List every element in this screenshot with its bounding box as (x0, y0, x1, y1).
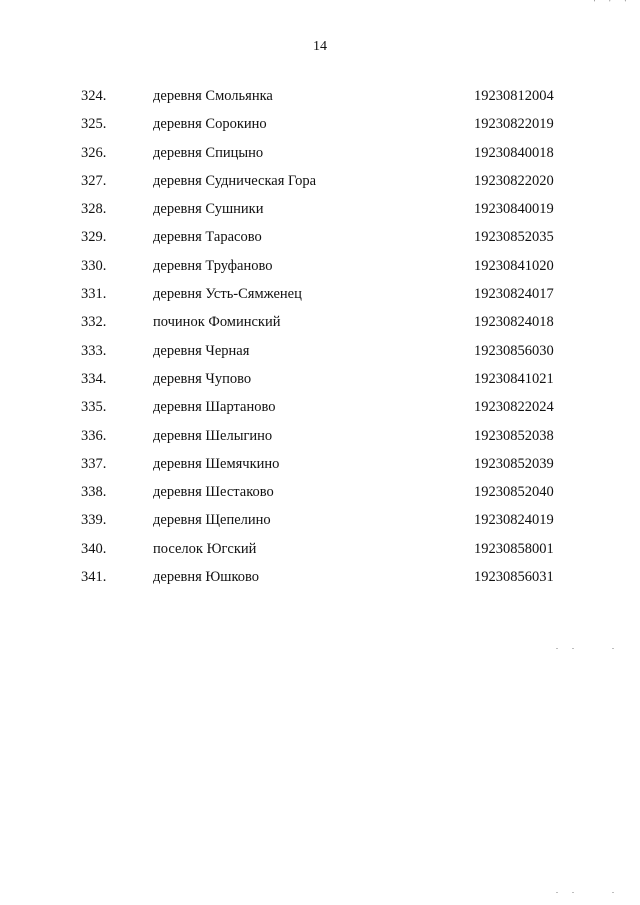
row-number: 335. (81, 399, 107, 416)
row-number: 330. (81, 257, 107, 274)
settlement-code: 19230852035 (474, 229, 554, 246)
settlement-name: деревня Спицыно (153, 144, 264, 161)
list-item (0, 365, 640, 393)
row-number: 338. (81, 484, 107, 501)
row-number: 328. (81, 201, 107, 218)
settlement-code: 19230852039 (474, 455, 554, 472)
settlement-code: 19230824017 (474, 286, 554, 303)
settlement-name: деревня Смольянка (153, 88, 273, 104)
settlement-name: деревня Судническая Гора (153, 172, 317, 189)
list-item (0, 563, 640, 591)
settlement-name: деревня Шартаново (153, 399, 276, 416)
settlement-code: 19230858001 (474, 540, 554, 557)
row-number: 326. (81, 144, 107, 161)
list-item (0, 308, 640, 336)
row-number: 340. (81, 540, 107, 557)
settlement-name: починок Фоминский (153, 314, 281, 331)
scan-artifact-marks: . . . (556, 642, 620, 651)
row-number: 331. (81, 286, 107, 303)
list-item (0, 280, 640, 308)
settlement-name: поселок Югский (153, 540, 257, 557)
list-item (0, 252, 640, 280)
settlement-name: деревня Юшково (153, 569, 260, 586)
settlement-list (0, 82, 640, 591)
scan-artifact-marks: . . . (556, 886, 620, 895)
list-item (0, 450, 640, 478)
settlement-code: 19230841020 (474, 257, 554, 274)
settlement-code: 19230840019 (474, 201, 554, 218)
list-item (0, 337, 640, 365)
settlement-code: 19230841021 (474, 370, 554, 387)
settlement-code: 19230856030 (474, 342, 554, 359)
row-number: 333. (81, 342, 107, 359)
settlement-code: 19230812004 (474, 88, 554, 104)
settlement-code: 19230822024 (474, 399, 554, 416)
row-number: 332. (81, 314, 107, 331)
settlement-name: деревня Труфаново (153, 257, 273, 274)
scan-artifact-marks: ' ' ' (593, 0, 632, 7)
list-item (0, 478, 640, 506)
settlement-name: деревня Тарасово (153, 229, 262, 246)
settlement-code: 19230852038 (474, 427, 554, 444)
settlement-code: 19230840018 (474, 144, 554, 161)
settlement-name: деревня Усть-Сямженец (153, 286, 302, 303)
row-number: 336. (81, 427, 107, 444)
settlement-name: деревня Чупово (153, 370, 252, 387)
settlement-code: 19230856031 (474, 569, 554, 586)
row-number: 329. (81, 229, 107, 246)
list-item (0, 195, 640, 223)
list-item (0, 139, 640, 167)
settlement-name: деревня Шемячкино (153, 455, 280, 472)
settlement-code: 19230822019 (474, 116, 554, 133)
row-number: 324. (81, 88, 107, 104)
list-item (0, 535, 640, 563)
list-item (0, 223, 640, 251)
row-number: 325. (81, 116, 107, 133)
settlement-name: деревня Шелыгино (153, 427, 273, 444)
settlement-name: деревня Сорокино (153, 116, 267, 133)
settlement-name: деревня Щепелино (153, 512, 271, 529)
row-number: 341. (81, 569, 107, 586)
settlement-name: деревня Сушники (153, 201, 264, 218)
settlement-code: 19230852040 (474, 484, 554, 501)
page-number: 14 (313, 39, 327, 54)
settlement-code: 19230824018 (474, 314, 554, 331)
list-item (0, 82, 640, 110)
settlement-name: деревня Шестаково (153, 484, 274, 501)
row-number: 327. (81, 172, 107, 189)
row-number: 334. (81, 370, 107, 387)
list-item (0, 167, 640, 195)
list-item (0, 393, 640, 421)
row-number: 339. (81, 512, 107, 529)
list-item (0, 110, 640, 138)
settlement-name: деревня Черная (153, 342, 250, 359)
settlement-code: 19230822020 (474, 172, 554, 189)
list-item (0, 422, 640, 450)
list-item (0, 506, 640, 534)
row-number: 337. (81, 455, 107, 472)
settlement-code: 19230824019 (474, 512, 554, 529)
